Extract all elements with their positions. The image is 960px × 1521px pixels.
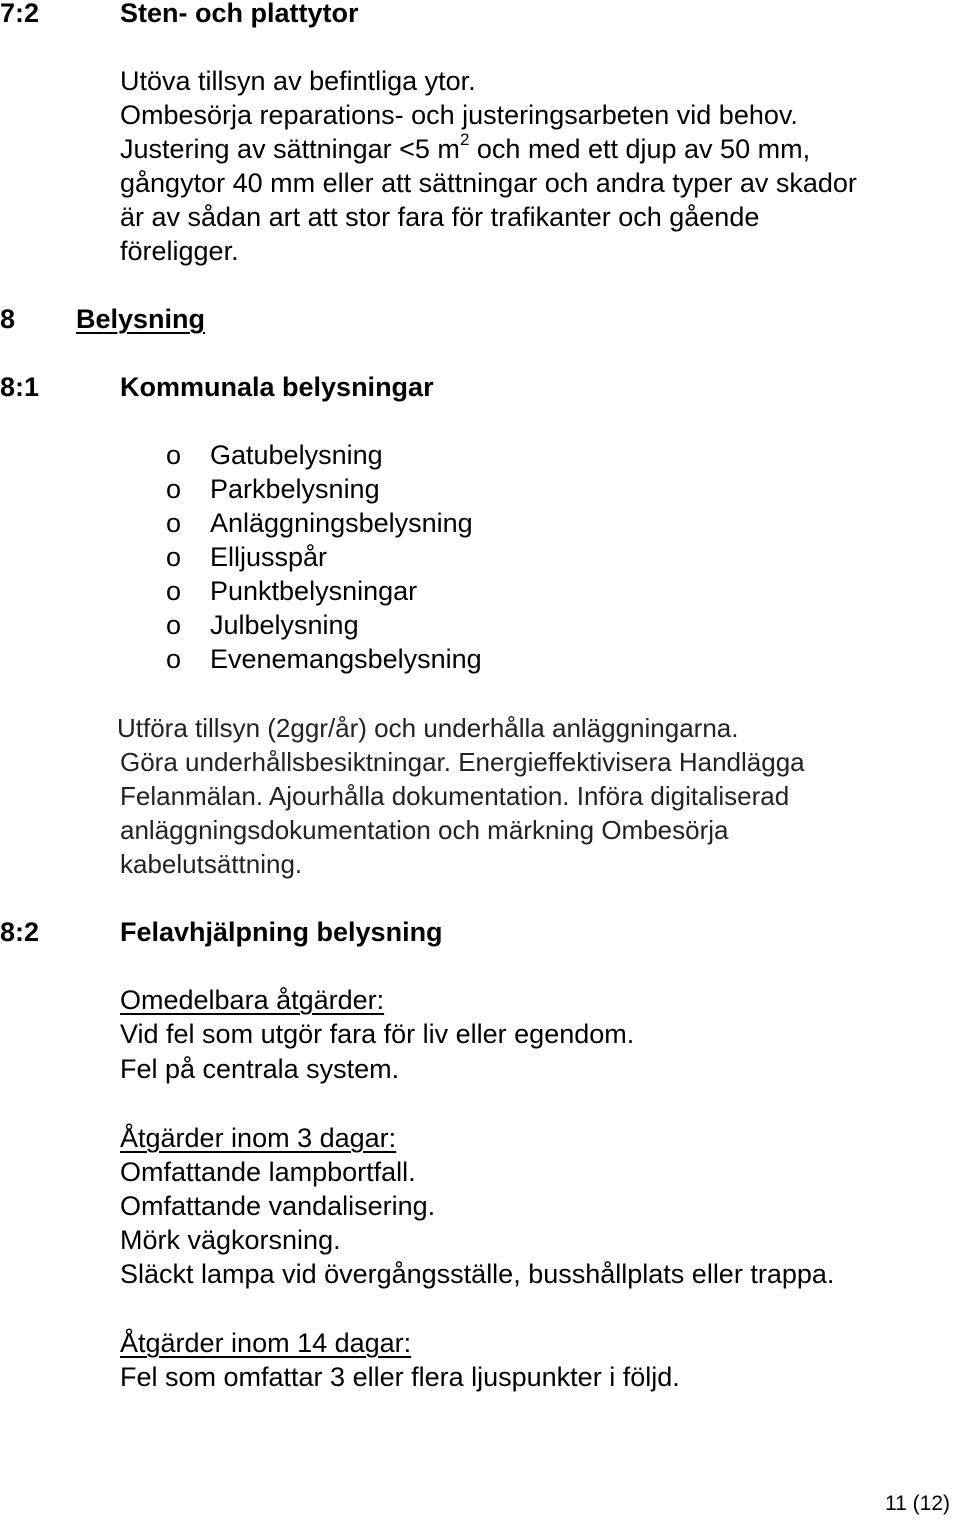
group-heading-immediate: Omedelbara åtgärder: [120,985,385,1015]
group-line: Fel på centrala system. [120,1054,400,1084]
group-heading-14-days: Åtgärder inom 14 dagar: [120,1328,412,1358]
section-8-number: 8 [0,304,16,334]
bullet-marker: o [166,474,182,504]
section-7-2-line: är av sådan art att stor fara för trafikanter och gående [120,202,760,232]
bullet-marker: o [166,508,182,538]
section-8-1-paragraph-line: Utföra tillsyn (2ggr/år) och underhålla anläggningarna. [117,713,739,743]
section-7-2-line: Utöva tillsyn av befintliga ytor. [120,66,476,96]
list-item: Gatubelysning [210,440,383,470]
section-8-1-paragraph-line: Göra underhållsbesiktningar. Energieffektivisera Handlägga [120,747,805,777]
group-line: Släckt lampa vid övergångsställe, busshållplats eller trappa. [120,1259,835,1289]
section-8-1-paragraph-line: anläggningsdokumentation och märkning Ombesörja [120,815,729,845]
section-8-1-paragraph-line: kabelutsättning. [120,849,303,879]
section-7-2-line: föreligger. [120,236,239,266]
section-7-2-line: gångytor 40 mm eller att sättningar och andra typer av skador [120,168,857,198]
justering-prefix: Justering av sättningar <5 m [120,134,460,164]
justering-suffix: och med ett djup av 50 mm, [469,134,811,164]
list-item: Julbelysning [210,610,359,640]
group-line: Vid fel som utgör fara för liv eller egendom. [120,1019,635,1049]
page-number: 11 (12) [885,1492,950,1515]
list-item: Punktbelysningar [210,576,418,606]
bullet-marker: o [166,542,182,572]
list-item: Parkbelysning [210,474,380,504]
section-8-title: Belysning [76,304,206,334]
bullet-marker: o [166,440,182,470]
justering-superscript: 2 [459,130,470,149]
section-8-1-title: Kommunala belysningar [120,372,434,402]
list-item: Anläggningsbelysning [210,508,473,538]
section-8-2-number: 8:2 [0,917,40,947]
bullet-marker: o [166,644,182,674]
section-8-1-number: 8:1 [0,372,40,402]
bullet-marker: o [166,576,182,606]
section-7-2-justering-line [120,132,810,166]
group-line: Fel som omfattar 3 eller flera ljuspunkter i följd. [120,1362,680,1392]
list-item: Elljusspår [210,542,328,572]
section-7-2-line: Ombesörja reparations- och justeringsarbeten vid behov. [120,100,798,130]
list-item: Evenemangsbelysning [210,644,482,674]
group-line: Mörk vägkorsning. [120,1225,341,1255]
section-8-1-paragraph-line: Felanmälan. Ajourhålla dokumentation. Införa digitaliserad [120,781,790,811]
section-8-2-title: Felavhjälpning belysning [120,917,443,947]
group-line: Omfattande vandalisering. [120,1191,436,1221]
section-7-2-title: Sten- och plattytor [120,0,359,28]
group-line: Omfattande lampbortfall. [120,1157,416,1187]
group-heading-3-days: Åtgärder inom 3 dagar: [120,1123,397,1153]
bullet-marker: o [166,610,182,640]
section-7-2-number: 7:2 [0,0,40,28]
